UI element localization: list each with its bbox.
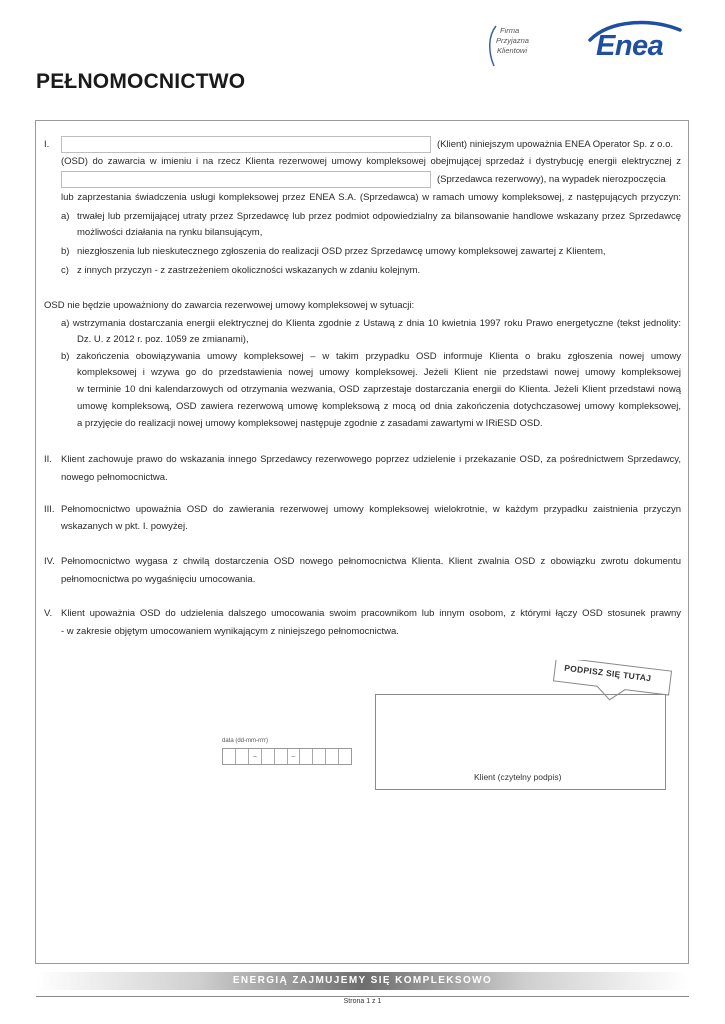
section-3-line-2: wskazanych w pkt. I. powyżej.: [61, 521, 188, 532]
footer-slogan: ENERGIĄ ZAJMUJEMY SIĘ KOMPLEKSOWO: [232, 975, 493, 986]
section-1-a-line-1: trwałej lub przemijającej utraty przez Sprzedawcę lub przez podmiot odpowiedzialny za bilansowanie handlowe wskazany przez Sprzedawcę: [77, 211, 681, 222]
section-2-line-2: nowego pełnomocnictwa.: [61, 472, 168, 483]
section-2-number: II.: [44, 454, 52, 465]
date-year-3[interactable]: [326, 749, 339, 764]
date-day-1[interactable]: [223, 749, 236, 764]
date-separator-1: –: [249, 749, 262, 764]
section-4-number: IV.: [44, 556, 55, 567]
section-1-a-label: a): [61, 211, 70, 222]
page-title: PEŁNOMOCNICTWO: [36, 70, 246, 93]
date-month-1[interactable]: [262, 749, 275, 764]
date-label: data (dd-mm-rrrr): [222, 738, 268, 744]
exclusions-b-line-5: a przyjęcie do realizacji nowej umowy kompleksowej następuje zgodnie z zasadami zawartymi w IRiESD OSD.: [77, 418, 543, 429]
section-1-number: I.: [44, 139, 50, 150]
exclusions-a-line-1: a) wstrzymania dostarczania energii elektrycznej do Klienta zgodnie z Ustawą z dnia 10 kwietnia 1997 roku Prawo energetyczne (tekst jednolity:: [61, 318, 681, 329]
section-5-line-2: - w zakresie objętym umocowaniem wynikającym z niniejszego pełnomocnictwa.: [61, 626, 399, 637]
section-5-line-1: Klient upoważnia OSD do udzielenia dalszego umocowania swoim pracownikom lub innym osobom, z którymi łączy OSD stosunek prawny: [61, 608, 681, 619]
section-4-line-1: Pełnomocnictwo wygasa z chwilą dostarczenia OSD nowego pełnomocnictwa Klienta. Klient zwalnia OSD z obowiązku zwrotu dokumentu: [61, 556, 681, 567]
sign-here-label: PODPISZ SIĘ TUTAJ: [563, 662, 652, 684]
section-3-number: III.: [44, 504, 55, 515]
date-year-2[interactable]: [313, 749, 326, 764]
date-year-1[interactable]: [300, 749, 313, 764]
section-1-b-line-1: niezgłoszenia lub nieskutecznego zgłoszenia do realizacji OSD przez Sprzedawcę umowy kompleksowej zawartej z Klientem,: [77, 246, 606, 257]
date-field[interactable]: [222, 748, 352, 765]
enea-logo: [580, 18, 695, 62]
section-2-line-1: Klient zachowuje prawo do wskazania innego Sprzedawcy rezerwowego poprzez udzielenie i przekazanie OSD, za pośrednictwem Sprzedawcy,: [61, 454, 681, 465]
page-number: Strona 1 z 1: [343, 998, 382, 1005]
date-separator-2: –: [288, 749, 301, 764]
section-1-c-label: c): [61, 265, 69, 276]
exclusions-b-line-1: b) zakończenia obowiązywania umowy kompleksowej – w takim przypadku OSD informuje Klienta o braku zgłoszenia nowej umowy: [61, 351, 681, 362]
date-day-2[interactable]: [236, 749, 249, 764]
client-name-field[interactable]: [61, 136, 431, 153]
exclusions-b-line-3: w terminie 10 dni kalendarzowych od otrzymania wezwania, OSD zaprzestaje dostarczania energii do Klienta. Jeżeli Klient przedstawi nową: [77, 384, 681, 395]
firma-line-2: Przyjazna: [496, 36, 529, 45]
exclusions-b-line-4: umowę kompleksową, OSD zawiera rezerwową umowę kompleksową z mocą od dnia zakończenia dotychczasowej umowy kompleksowej,: [77, 401, 681, 412]
section-3-line-1: Pełnomocnictwo upoważnia OSD do zawierania rezerwowej umowy kompleksowej wielokrotnie, w każdym przypadku zaistnienia przyczyn: [61, 504, 681, 515]
section-1-line-3: (Sprzedawca rezerwowy), na wypadek nierozpoczęcia: [437, 174, 666, 185]
exclusions-intro: OSD nie będzie upoważniony do zawarcia rezerwowej umowy kompleksowej w sytuacji:: [44, 300, 415, 311]
section-1-b-label: b): [61, 246, 70, 257]
reserve-seller-field[interactable]: [61, 171, 431, 188]
date-year-4[interactable]: [339, 749, 351, 764]
exclusions-b-line-2: kompleksowej i wzywa go do przedstawienia nowej umowy kompleksowej. Jeżeli Klient nie przedstawi nowej umowy kompleksowej: [77, 367, 681, 378]
section-1-line-4: lub zaprzestania świadczenia usługi kompleksowej przez ENEA S.A. (Sprzedawca) w ramach umowy kompleksowej, z następujących przyczyn:: [61, 192, 681, 203]
firma-line-3: Klientowi: [497, 46, 528, 55]
section-1-a-line-2: możliwości działania na rynku bilansującym,: [77, 227, 263, 238]
firma-przyjazna-logo: [480, 22, 540, 68]
section-1-line-2: (OSD) do zawarcia w imieniu i na rzecz Klienta rezerwowej umowy kompleksowej obejmującej sprzedaż i dystrybucję energii elektrycznej z: [61, 156, 681, 167]
date-month-2[interactable]: [275, 749, 288, 764]
exclusions-a-line-2: Dz. U. z 2012 r. poz. 1059 ze zmianami),: [77, 334, 249, 345]
section-4-line-2: pełnomocnictwa po wygaśnięciu umocowania.: [61, 574, 256, 585]
section-1-line-1: (Klient) niniejszym upoważnia ENEA Operator Sp. z o.o.: [437, 139, 674, 150]
client-signature-label: Klient (czytelny podpis): [474, 772, 562, 782]
footer-divider: [36, 996, 689, 997]
section-1-c-line-1: z innych przyczyn - z zastrzeżeniem okoliczności wskazanych w zdaniu kolejnym.: [77, 265, 421, 276]
enea-logo-text: Enea: [596, 30, 664, 62]
firma-line-1: Firma: [500, 26, 520, 35]
section-5-number: V.: [44, 608, 53, 619]
